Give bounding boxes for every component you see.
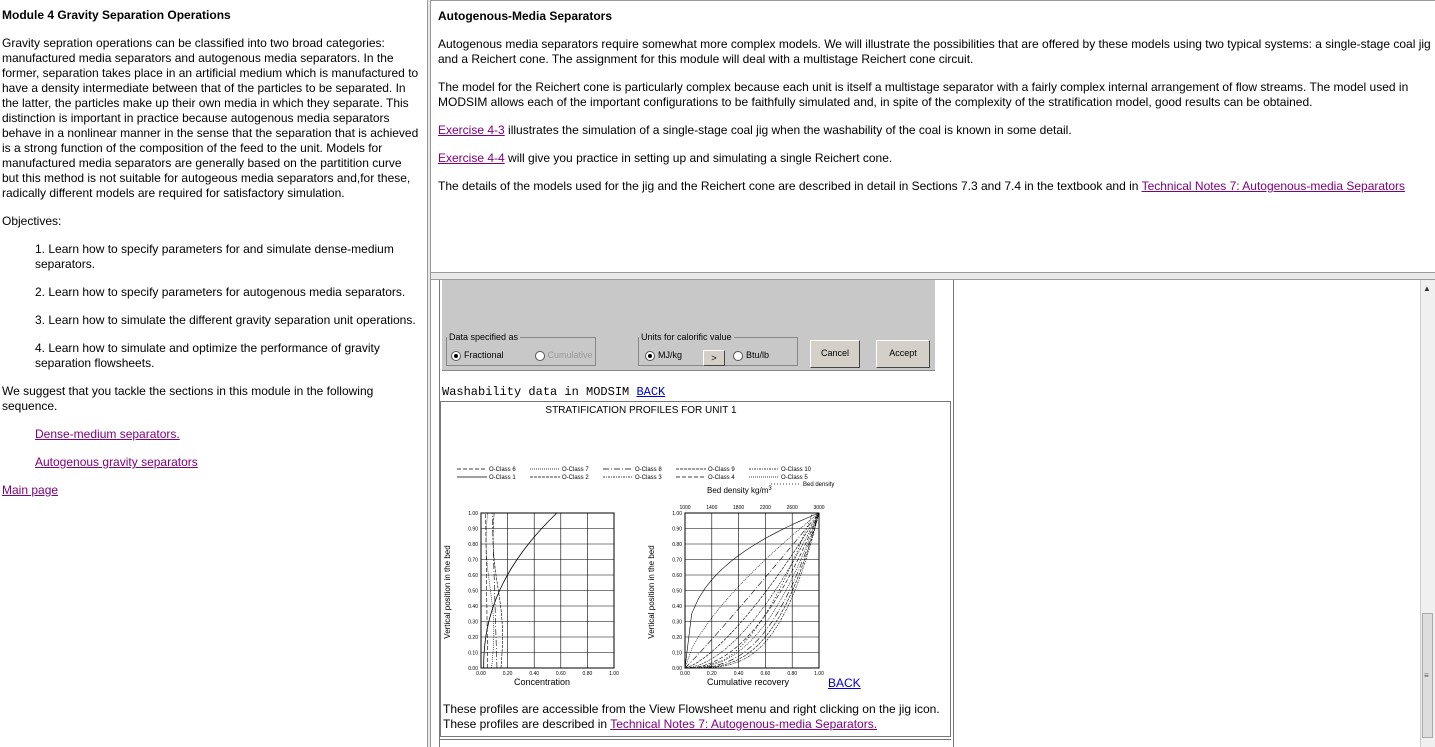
concentration-plot-x-tick: 0.60 — [555, 671, 566, 677]
fractional-radio-icon — [451, 351, 461, 361]
concentration-plot-y-tick: 0.20 — [468, 635, 478, 641]
units-group — [638, 332, 798, 366]
stratification-profiles-figure — [441, 402, 950, 702]
x-axis-label-left: Concentration — [513, 677, 571, 687]
dense-medium-link[interactable]: Dense-medium separators. — [35, 427, 180, 441]
paragraph-5 — [438, 179, 1431, 194]
back-link-1[interactable]: BACK — [636, 385, 666, 399]
legend-label-row1: O-Class 7 — [562, 467, 589, 473]
bed-density-axis-label: Bed density $kg/m^3$ — [707, 486, 772, 495]
legend-label-row1: O-Class 8 — [635, 467, 662, 473]
y-axis-label-left: Vertical position in the bed — [443, 545, 452, 639]
technical-notes-link-2[interactable]: Technical Notes 7: Autogenous-media Separators. — [610, 717, 878, 731]
legend-label-row2: O-Class 4 — [708, 475, 735, 481]
concentration-plot-y-tick: 0.50 — [468, 588, 478, 595]
washability-dialog-image — [442, 280, 935, 371]
stratification-profiles-panel — [440, 401, 951, 737]
btulb-label: Btu/lb — [746, 350, 770, 360]
concentration-plot-x-tick: 0.80 — [582, 671, 593, 677]
data-specified-group — [446, 332, 596, 366]
frame-divider-horizontal[interactable] — [431, 272, 1435, 280]
content-column — [439, 280, 954, 747]
recovery-plot-y-tick: 0.40 — [672, 604, 682, 610]
recovery-plot-y-tick: 0.90 — [672, 526, 682, 533]
exercise-4-3-text: illustrates the simulation of a single-stage coal jig when the washability of the coal is known in some detail. — [504, 123, 1072, 137]
legend-label-row2: O-Class 3 — [635, 475, 662, 481]
recovery-plot-x-tick: 0.20 — [706, 671, 717, 677]
concentration-plot-y-tick: 0.00 — [468, 666, 478, 672]
vertical-scrollbar[interactable] — [1420, 280, 1435, 747]
profiles-description-text: These profiles are accessible from the View Flowsheet menu and right clicking on the jig icon. These profiles are described in — [443, 702, 940, 731]
recovery-plot-y-tick: 1.00 — [672, 511, 682, 517]
recovery-plot-top-tick: 2200 — [759, 505, 771, 511]
recovery-plot-y-tick: 0.70 — [672, 557, 682, 564]
cumulative-radio-icon — [535, 351, 545, 361]
section-title: Autogenous-Media Separators — [438, 9, 613, 23]
recovery-plot-x-tick: 0.80 — [787, 671, 798, 677]
legend-label-row1: O-Class 6 — [489, 467, 516, 473]
btulb-radio-icon — [733, 351, 743, 361]
technical-notes-link[interactable]: Technical Notes 7: Autogenous-media Separators — [1141, 179, 1406, 193]
fractional-label: Fractional — [464, 350, 504, 360]
concentration-plot-x-tick: 0.40 — [529, 671, 540, 677]
recovery-plot-x-tick: 0.60 — [760, 671, 771, 677]
data-specified-legend: Data specified as — [449, 332, 519, 342]
objectives-label: Objectives: — [2, 214, 62, 228]
paragraph-1: Autogenous media separators require somewhat more complex models. We will illustrate the possibilities that are offered by these models using two typical systems: a single-stage coal jig and a Reichert cone. The assignment for this module will deal with a multistage Reichert cone circuit. — [438, 37, 1431, 66]
mjkg-label: MJ/kg — [658, 350, 683, 360]
recovery-plot-y-tick: 0.60 — [672, 573, 682, 579]
mjkg-radio-icon — [645, 351, 655, 361]
profiles-description — [443, 702, 943, 732]
concentration-plot-y-tick: 1.00 — [468, 511, 478, 517]
right-bottom-frame — [431, 280, 1435, 747]
suggest-text: We suggest that you tackle the sections in this module in the following sequence. — [2, 384, 374, 413]
concentration-plot-x-tick: 0.20 — [502, 671, 513, 677]
concentration-plot-y-tick: 0.40 — [468, 604, 478, 610]
objective-4: 4. Learn how to simulate and optimize the performance of gravity separation flowsheets. — [35, 341, 380, 370]
intro-paragraph: Gravity sepration operations can be classified into two broad categories: manufactured media separators and autogenous media separators. In the former, separation takes place in an artificial medium which is manufactured to have a density intermediate between that of the particles to be separated. In the latter, the particles make up their own media in which they separate. This distinction is important in practice because autogenous media separators behave in a nonlinear manner in the sense that the separation that is achieved is a strong function of the composition of the feed to the unit. Models for manufactured media separators are generally based on the partitition curve but this method is not suitable for autogeous media separators and,for these, radically different models are required for satisfactory simulation. — [2, 36, 419, 200]
module-title: Module 4 Gravity Separation Operations — [2, 8, 231, 22]
left-frame — [0, 0, 427, 747]
concentration-plot-y-tick: 0.10 — [468, 650, 478, 657]
recovery-plot-y-tick: 0.20 — [672, 635, 682, 641]
units-legend: Units for calorific value — [641, 332, 732, 342]
y-axis-label-right: Vertical position in the bed — [647, 545, 656, 639]
right-top-frame — [431, 0, 1435, 272]
legend-label-row2: O-Class 5 — [781, 475, 808, 481]
objective-2: 2. Learn how to specify parameters for autogenous media separators. — [35, 285, 406, 299]
legend-label-bed-density: Bed density — [803, 482, 835, 488]
recovery-plot-top-tick: 1000 — [679, 505, 691, 511]
recovery-plot-y-tick: 0.00 — [672, 666, 682, 672]
paragraph-5-text: The details of the models used for the jig and the Reichert cone are described in detail in Sections 7.3 and 7.4 in the textbook and in — [438, 179, 1142, 193]
recovery-plot-top-tick: 1800 — [733, 505, 745, 511]
scroll-up-arrow-icon[interactable]: ▲ — [1423, 284, 1431, 293]
concentration-plot-y-tick: 0.90 — [468, 526, 478, 533]
legend-label-row2: O-Class 2 — [562, 475, 589, 481]
recovery-plot-y-tick: 0.50 — [672, 588, 682, 595]
cancel-button-image: Cancel — [810, 340, 860, 368]
autogenous-link[interactable]: Autogenous gravity separators — [35, 455, 198, 469]
recovery-plot-x-tick: 0.00 — [680, 671, 690, 677]
washability-caption — [442, 384, 665, 399]
concentration-plot-y-tick: 0.30 — [468, 619, 478, 626]
recovery-plot-top-tick: 2600 — [786, 505, 798, 511]
scrollbar-thumb[interactable] — [1422, 613, 1433, 738]
paragraph-exercise-3 — [438, 123, 1431, 138]
recovery-plot-x-tick: 1.00 — [814, 671, 824, 677]
objective-1: 1. Learn how to specify parameters for and simulate dense-medium separators. — [35, 242, 394, 271]
concentration-plot-x-tick: 1.00 — [609, 671, 619, 677]
concentration-plot-x-tick: 0.00 — [476, 671, 486, 677]
next-panel-edge — [440, 739, 951, 747]
profiles-title: STRATIFICATION PROFILES FOR UNIT 1 — [545, 405, 737, 416]
paragraph-2: The model for the Reichert cone is particularly complex because each unit is itself a multistage separator with a fairly complex internal arrangement of flow streams. The model used in MODSIM allows each of the important configurations to be faithfully simulated and, in spite of the complexity of the stratification model, good results can be obtained. — [438, 80, 1409, 109]
recovery-plot-top-tick: 3000 — [813, 505, 825, 511]
accept-button-image: Accept — [876, 340, 930, 368]
recovery-plot-top-tick: 1400 — [706, 505, 718, 511]
exercise-4-4-text: will give you practice in setting up and simulating a single Reichert cone. — [504, 151, 893, 165]
exercise-4-4-link[interactable]: Exercise 4-4 — [438, 151, 505, 165]
back-link-2[interactable]: BACK — [828, 676, 861, 690]
cumulative-label: Cumulative — [547, 350, 593, 360]
concentration-plot-y-tick: 0.60 — [468, 573, 478, 579]
legend-label-row2: O-Class 1 — [489, 475, 516, 481]
concentration-plot-y-tick: 0.80 — [468, 542, 478, 548]
exercise-4-3-link[interactable]: Exercise 4-3 — [438, 123, 505, 137]
washability-caption-text: Washability data in MODSIM — [442, 385, 637, 399]
paragraph-exercise-4 — [438, 151, 1431, 166]
concentration-plot-y-tick: 0.70 — [468, 557, 478, 564]
legend-label-row1: O-Class 10 — [781, 467, 812, 473]
legend-label-row1: O-Class 9 — [708, 467, 735, 473]
x-axis-label-right: Cumulative recovery — [706, 677, 790, 687]
main-page-link[interactable]: Main page — [2, 483, 59, 497]
thumb-grip-icon: ≡ — [1424, 671, 1429, 680]
objective-3: 3. Learn how to simulate the different gravity separation unit operations. — [35, 313, 416, 327]
arrow-button: > — [703, 350, 725, 366]
recovery-plot-x-tick: 0.40 — [733, 671, 744, 677]
recovery-plot-y-tick: 0.80 — [672, 542, 682, 548]
recovery-plot-y-tick: 0.30 — [672, 619, 682, 626]
recovery-plot-y-tick: 0.10 — [672, 650, 682, 657]
